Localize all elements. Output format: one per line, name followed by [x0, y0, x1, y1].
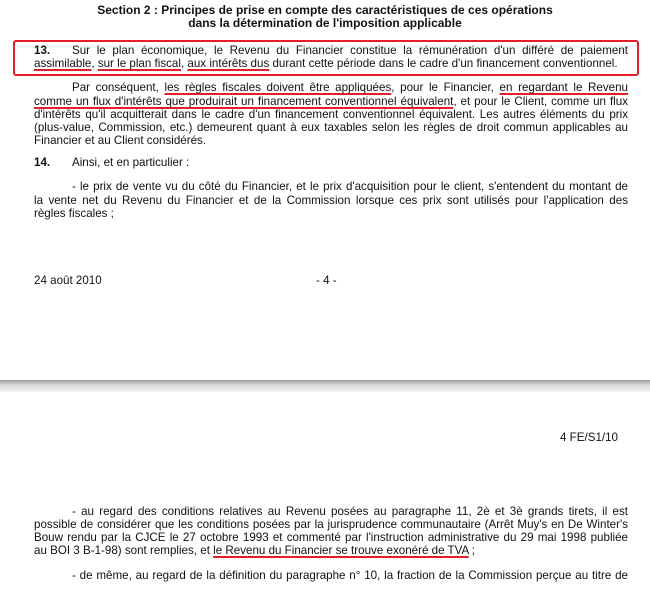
- consequent-line5: Financier et au Client considérés.: [34, 134, 207, 147]
- consequent-line1: Par conséquent, les règles fiscales doivent être appliquées, pour le Financier, en regardant le Revenu: [72, 81, 628, 94]
- bullet-prix-line2: la vente net du Revenu du Financier et de la Commission lorsque ces prix sont utilisés pour l'application des: [34, 194, 628, 207]
- page-break-divider: [0, 380, 650, 392]
- paragraph-13-line1: Sur le plan économique, le Revenu du Financier constitue la rémunération d'un différé de paiement: [72, 44, 628, 57]
- underline-interets-dus: aux intérêts dus: [187, 57, 270, 70]
- footer-page-number: - 4 -: [316, 274, 337, 287]
- consequent-line2: comme un flux d'intérêts que produirait un financement conventionnel équivalent, et pour le Client, comme un flux: [34, 95, 628, 108]
- underline-en-regardant: en regardant le Revenu: [499, 81, 628, 94]
- bullet-revenu-line4: au BOI 3 B-1-98) sont remplies, et le Revenu du Financier se trouve exonéré de TVA ;: [34, 544, 476, 557]
- bullet-revenu-line2: possible de considérer que les conditions posées par la jurisprudence communautaire (Arrêt Muy's en De Winter's: [34, 518, 628, 531]
- underline-exonere-tva: le Revenu du Financier se trouve exonéré de TVA: [213, 544, 469, 557]
- section-title-line2: dans la détermination de l'imposition applicable: [188, 16, 462, 30]
- bullet-prix-line1: - le prix de vente vu du côté du Financier, et le prix d'acquisition pour le client, s'entendent du montant de: [72, 180, 628, 193]
- paragraph-13-line2: assimilable, sur le plan fiscal, aux intérêts dus durant cette période dans le cadre d'un financement conventionnel.: [34, 57, 618, 70]
- bullet-commission-line1: - de même, au regard de la définition du paragraphe n° 10, la fraction de la Commission perçue au titre de: [72, 569, 628, 582]
- underline-assimilable: assimilable: [34, 57, 92, 70]
- underline-regles-fiscales: les règles fiscales doivent être appliquées: [164, 81, 392, 94]
- paragraph-13-number: 13.: [34, 44, 51, 57]
- document-page-5: [0, 392, 650, 590]
- paragraph-14-text: Ainsi, et en particulier :: [72, 156, 190, 169]
- consequent-line3: d'intérêts qu'il acquitterait dans le cadre d'un financement conventionnel équivalent. Les autres éléments du prix: [34, 108, 628, 121]
- paragraph-14-number: 14.: [34, 156, 51, 169]
- underline-flux-interets: comme un flux d'intérêts que produirait un financement conventionnel équivalent: [34, 95, 454, 108]
- bullet-revenu-line1: - au regard des conditions relatives au Revenu posées au paragraphe 11, 2è et 3è grands tirets, il est: [72, 505, 628, 518]
- bullet-revenu-line3: Bouw rendu par la CJCE le 27 octobre 1993 et commenté par l'instruction administrative du 29 mai 1998 publiée: [34, 531, 628, 544]
- page-header-reference: 4 FE/S1/10: [560, 431, 619, 444]
- footer-date: 24 août 2010: [34, 274, 102, 287]
- bullet-prix-line3: règles fiscales ;: [34, 207, 114, 220]
- underline-plan-fiscal: sur le plan fiscal: [97, 57, 181, 70]
- consequent-line4: (plus-value, Commission, etc.) demeurent quant à eux taxables selon les règles de droit commun applicables au: [34, 121, 628, 134]
- section-title-line1: Section 2 : Principes de prise en compte des caractéristiques de ces opérations: [97, 3, 553, 17]
